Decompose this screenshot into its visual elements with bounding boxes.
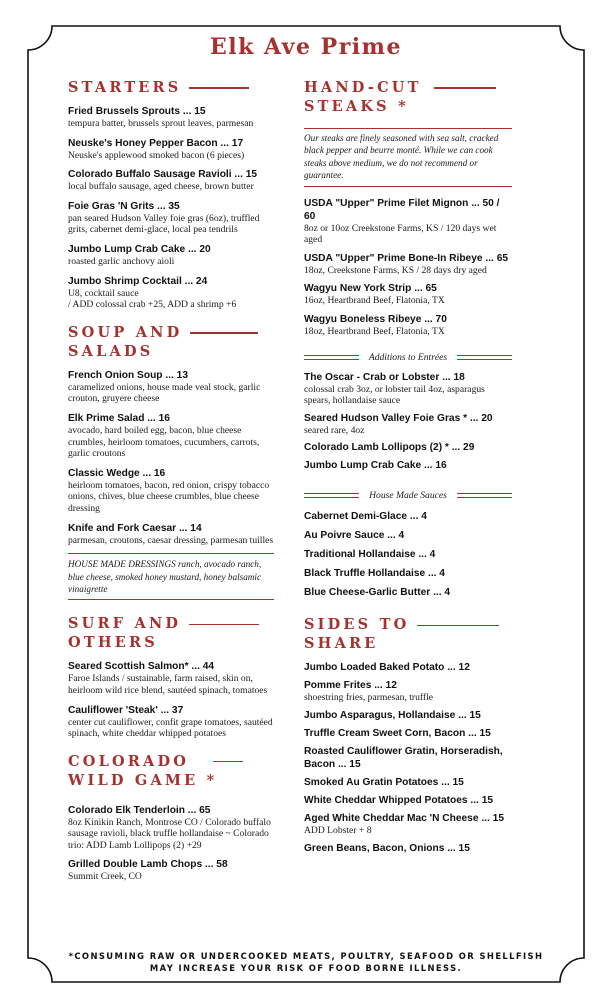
menu-item-desc: 16oz, Heartbrand Beef, Flatonia, TX <box>304 295 445 307</box>
menu-item-desc: 18oz, Heartbrand Beef, Flatonia, TX <box>304 326 445 337</box>
starters-list <box>68 105 274 311</box>
menu-item-desc: local buffalo sausage, aged cheese, brown butter <box>68 181 254 193</box>
section-title-line1: HAND-CUT <box>304 79 422 96</box>
menu-item-name: Fried Brussels Sprouts ... 15 <box>68 106 206 117</box>
food-safety-disclaimer: *CONSUMING RAW OR UNDERCOOKED MEATS, POULTRY, SEAFOOD OR SHELLFISH MAY INCREASE YOUR RISK OF FOOD BORNE ILLNESS. <box>68 951 544 973</box>
restaurant-title: Elk Ave Prime <box>210 34 402 60</box>
menu-item-desc: caramelized onions, house made veal stock, garlic crouton, gruyere cheese <box>68 381 261 405</box>
divider <box>304 128 512 129</box>
menu-item-desc: ADD Lobster + 8 <box>304 824 372 836</box>
section-heading-wild-game <box>68 752 274 790</box>
divider <box>68 599 274 600</box>
heading-rule <box>190 332 258 334</box>
menu-item <box>68 704 274 740</box>
subheading-sauces <box>304 490 512 501</box>
menu-item <box>304 282 512 307</box>
menu-item-desc: Faroe Islands / sustainable, farm raised, skin on, heirloom wild rice blend, sautéed spinach, tomatoes <box>68 673 268 696</box>
soup-salads-list <box>68 369 274 546</box>
menu-item-name: Colorado Buffalo Sausage Ravioli ... 15 <box>68 169 258 181</box>
menu-item <box>68 275 274 311</box>
menu-item <box>68 522 274 547</box>
wild-game-list <box>68 804 274 883</box>
menu-item <box>304 252 512 277</box>
sides-list <box>304 661 512 854</box>
menu-item-desc: Neuske's applewood smoked bacon (6 pieces) <box>68 149 245 161</box>
menu-item-desc: heirloom tomatoes, bacon, red onion, crispy tobacco onions, chives, blue cheese crumbles, blue cheese dressing <box>68 479 270 514</box>
menu-item <box>304 412 512 437</box>
menu-item-name: Jumbo Asparagus, Hollandaise ... 15 <box>304 709 481 721</box>
menu-item-desc: U8, cocktail sauce / ADD colossal crab +25, ADD a shrimp +6 <box>68 287 237 311</box>
menu-item-name: Roasted Cauliflower Gratin, Horseradish, Bacon ... 15 <box>304 745 503 770</box>
menu-item-name: Classic Wedge ... 16 <box>68 467 166 479</box>
menu-item-name: Green Beans, Bacon, Onions ... 15 <box>304 842 470 854</box>
menu-item-name: The Oscar - Crab or Lobster ... 18 <box>304 371 465 383</box>
menu-item <box>304 197 512 246</box>
subheading-additions <box>304 352 512 363</box>
double-rule <box>457 355 512 360</box>
dressings-note: HOUSE MADE DRESSINGS ranch, avocado ranch, blue cheese, smoked honey mustard, honey balsamic vinaigrette <box>68 559 262 594</box>
menu-item-desc: 18oz, Creekstone Farms, KS / 28 days dry aged <box>304 264 487 276</box>
menu-item-name: USDA "Upper" Prime Bone-In Ribeye ... 65 <box>304 252 509 264</box>
menu-item <box>304 812 512 837</box>
menu-item <box>68 200 274 236</box>
section-title-line1: SIDES TO <box>304 616 410 634</box>
left-column <box>68 78 274 883</box>
menu-item <box>304 794 512 807</box>
heading-rule <box>189 87 249 89</box>
menu-item <box>68 660 274 696</box>
menu-item-name: Pomme Frites ... 12 <box>304 680 397 692</box>
double-rule <box>304 355 359 360</box>
right-column <box>304 78 512 855</box>
surf-others-list <box>68 660 274 739</box>
section-title-line1: SURF AND <box>68 615 182 633</box>
menu-item-name: French Onion Soup ... 13 <box>68 369 188 381</box>
menu-item-name: Seared Scottish Salmon* ... 44 <box>68 661 215 673</box>
section-title-line2: SHARE <box>304 635 379 653</box>
sauces-list <box>304 510 512 599</box>
menu-item-name: Truffle Cream Sweet Corn, Bacon ... 15 <box>304 727 491 739</box>
double-rule <box>304 493 359 498</box>
menu-item <box>68 858 274 883</box>
steaks-list <box>304 197 512 338</box>
menu-item-name: Foie Gras 'N Grits ... 35 <box>68 200 180 212</box>
menu-item-name: Aged White Cheddar Mac 'N Cheese ... 15 <box>304 812 504 824</box>
menu-item-name: Jumbo Lump Crab Cake ... 20 <box>68 243 211 255</box>
menu-item-name: Jumbo Shrimp Cocktail ... 24 <box>68 275 208 287</box>
section-title-line2: OTHERS <box>68 634 158 652</box>
menu-item-desc: roasted garlic anchovy aioli <box>68 255 175 267</box>
menu-item-name: Elk Prime Salad ... 16 <box>68 412 170 424</box>
menu-item-name: Jumbo Lump Crab Cake ... 16 <box>304 460 447 472</box>
menu-item-name: Jumbo Loaded Baked Potato ... 12 <box>304 662 470 674</box>
section-heading-surf-others <box>68 614 274 652</box>
subheading-label: Additions to Entrées <box>368 351 448 363</box>
divider <box>68 553 274 554</box>
menu-item-desc: Summit Creek, CO <box>68 871 142 883</box>
menu-item-name: Cauliflower 'Steak' ... 37 <box>68 704 184 716</box>
menu-item-desc: 8oz Kinikin Ranch, Montrose CO / Colorado buffalo sausage ravioli, black truffle hollandaise ~ Colorado trio: ADD Lamb Lollipops (2) +29 <box>68 816 271 851</box>
menu-item-desc: seared rare, 4oz <box>304 424 365 436</box>
menu-item-desc: center cut cauliflower, confit grape tomatoes, sautéed spinach, white cheddar whipped potatoes <box>68 716 273 740</box>
menu-item-name: Colorado Elk Tenderloin ... 65 <box>68 804 211 816</box>
menu-item-name: USDA "Upper" Prime Filet Mignon ... 50 / 60 <box>304 197 500 222</box>
menu-item-desc: parmesan, croutons, caesar dressing, parmesan tuilles <box>68 534 274 546</box>
heading-rule <box>213 761 243 763</box>
additions-list <box>304 371 512 473</box>
double-rule <box>457 493 512 498</box>
menu-item-desc: tempura batter, brussels sprout leaves, parmesan <box>68 118 254 129</box>
heading-rule <box>189 624 259 626</box>
menu-item <box>304 727 512 740</box>
menu-item <box>304 661 512 674</box>
section-heading-steaks <box>304 78 512 116</box>
menu-item <box>304 679 512 704</box>
menu-item <box>68 467 274 515</box>
menu-item-desc: 8oz or 10oz Creekstone Farms, KS / 120 days wet aged <box>304 222 497 246</box>
divider <box>304 186 512 187</box>
menu-item-name: Wagyu Boneless Ribeye ... 70 <box>304 314 447 325</box>
sauce-item: Traditional Hollandaise ... 4 <box>304 549 436 561</box>
heading-rule <box>417 625 499 627</box>
menu-item-name: Wagyu New York Strip ... 65 <box>304 283 437 295</box>
menu-item <box>304 745 512 771</box>
menu-item-desc: colossal crab 3oz, or lobster tail 4oz, asparagus spears, hollandaise sauce <box>304 383 485 407</box>
section-title-line1: SOUP AND <box>68 323 183 341</box>
steaks-note: Our steaks are finely seasoned with sea salt, cracked black pepper and beurre monté. While we can cook steaks above medium, we do not recommend or guarantee. <box>304 133 499 181</box>
menu-item <box>304 709 512 722</box>
menu-item <box>304 842 512 855</box>
section-title-line2: WILD GAME * <box>68 771 218 789</box>
menu-item <box>304 441 512 454</box>
menu-item <box>68 369 274 405</box>
section-heading-sides <box>304 615 512 653</box>
menu-item <box>68 804 274 852</box>
menu-item-desc: shoestring fries, parmesan, truffle <box>304 692 434 704</box>
menu-item-name: Knife and Fork Caesar ... 14 <box>68 522 202 534</box>
menu-item <box>304 459 512 472</box>
section-heading-soup-salads <box>68 323 274 361</box>
menu-item <box>68 412 274 460</box>
section-title-line1: COLORADO <box>68 752 190 770</box>
menu-item-name: Smoked Au Gratin Potatoes ... 15 <box>304 776 464 788</box>
menu-item-name: Grilled Double Lamb Chops ... 58 <box>68 859 228 871</box>
sauce-item: Black Truffle Hollandaise ... 4 <box>304 568 445 580</box>
menu-item-name: Seared Hudson Valley Foie Gras * ... 20 <box>304 412 493 424</box>
menu-item-desc: pan seared Hudson Valley foie gras (6oz), truffled grits, cabernet demi-glace, local pea tendrils <box>68 212 260 236</box>
menu-item <box>304 776 512 789</box>
heading-rule <box>434 87 496 89</box>
menu-item-desc: avocado, hard boiled egg, bacon, blue cheese crumbles, heirloom tomatoes, cucumbers, carrots, garlic croutons <box>68 424 260 460</box>
section-title-line2: SALADS <box>68 342 154 360</box>
menu-item-name: Neuske's Honey Pepper Bacon ... 17 <box>68 137 244 149</box>
menu-item-name: White Cheddar Whipped Potatoes ... 15 <box>304 794 494 806</box>
menu-item <box>304 313 512 338</box>
menu-item-name: Colorado Lamb Lollipops (2) * ... 29 <box>304 442 475 454</box>
menu-item <box>68 168 274 193</box>
section-heading-starters <box>68 78 274 97</box>
section-title-line2: STEAKS * <box>304 98 409 115</box>
subheading-label: House Made Sauces <box>369 490 447 502</box>
sauce-item: Cabernet Demi-Glace ... 4 <box>304 511 427 523</box>
menu-item <box>68 137 274 162</box>
menu-item <box>68 243 274 268</box>
menu-item <box>304 371 512 407</box>
menu-item <box>68 105 274 130</box>
section-title: STARTERS <box>68 79 182 96</box>
sauce-item: Au Poivre Sauce ... 4 <box>304 530 405 542</box>
sauce-item: Blue Cheese-Garlic Butter ... 4 <box>304 587 451 599</box>
